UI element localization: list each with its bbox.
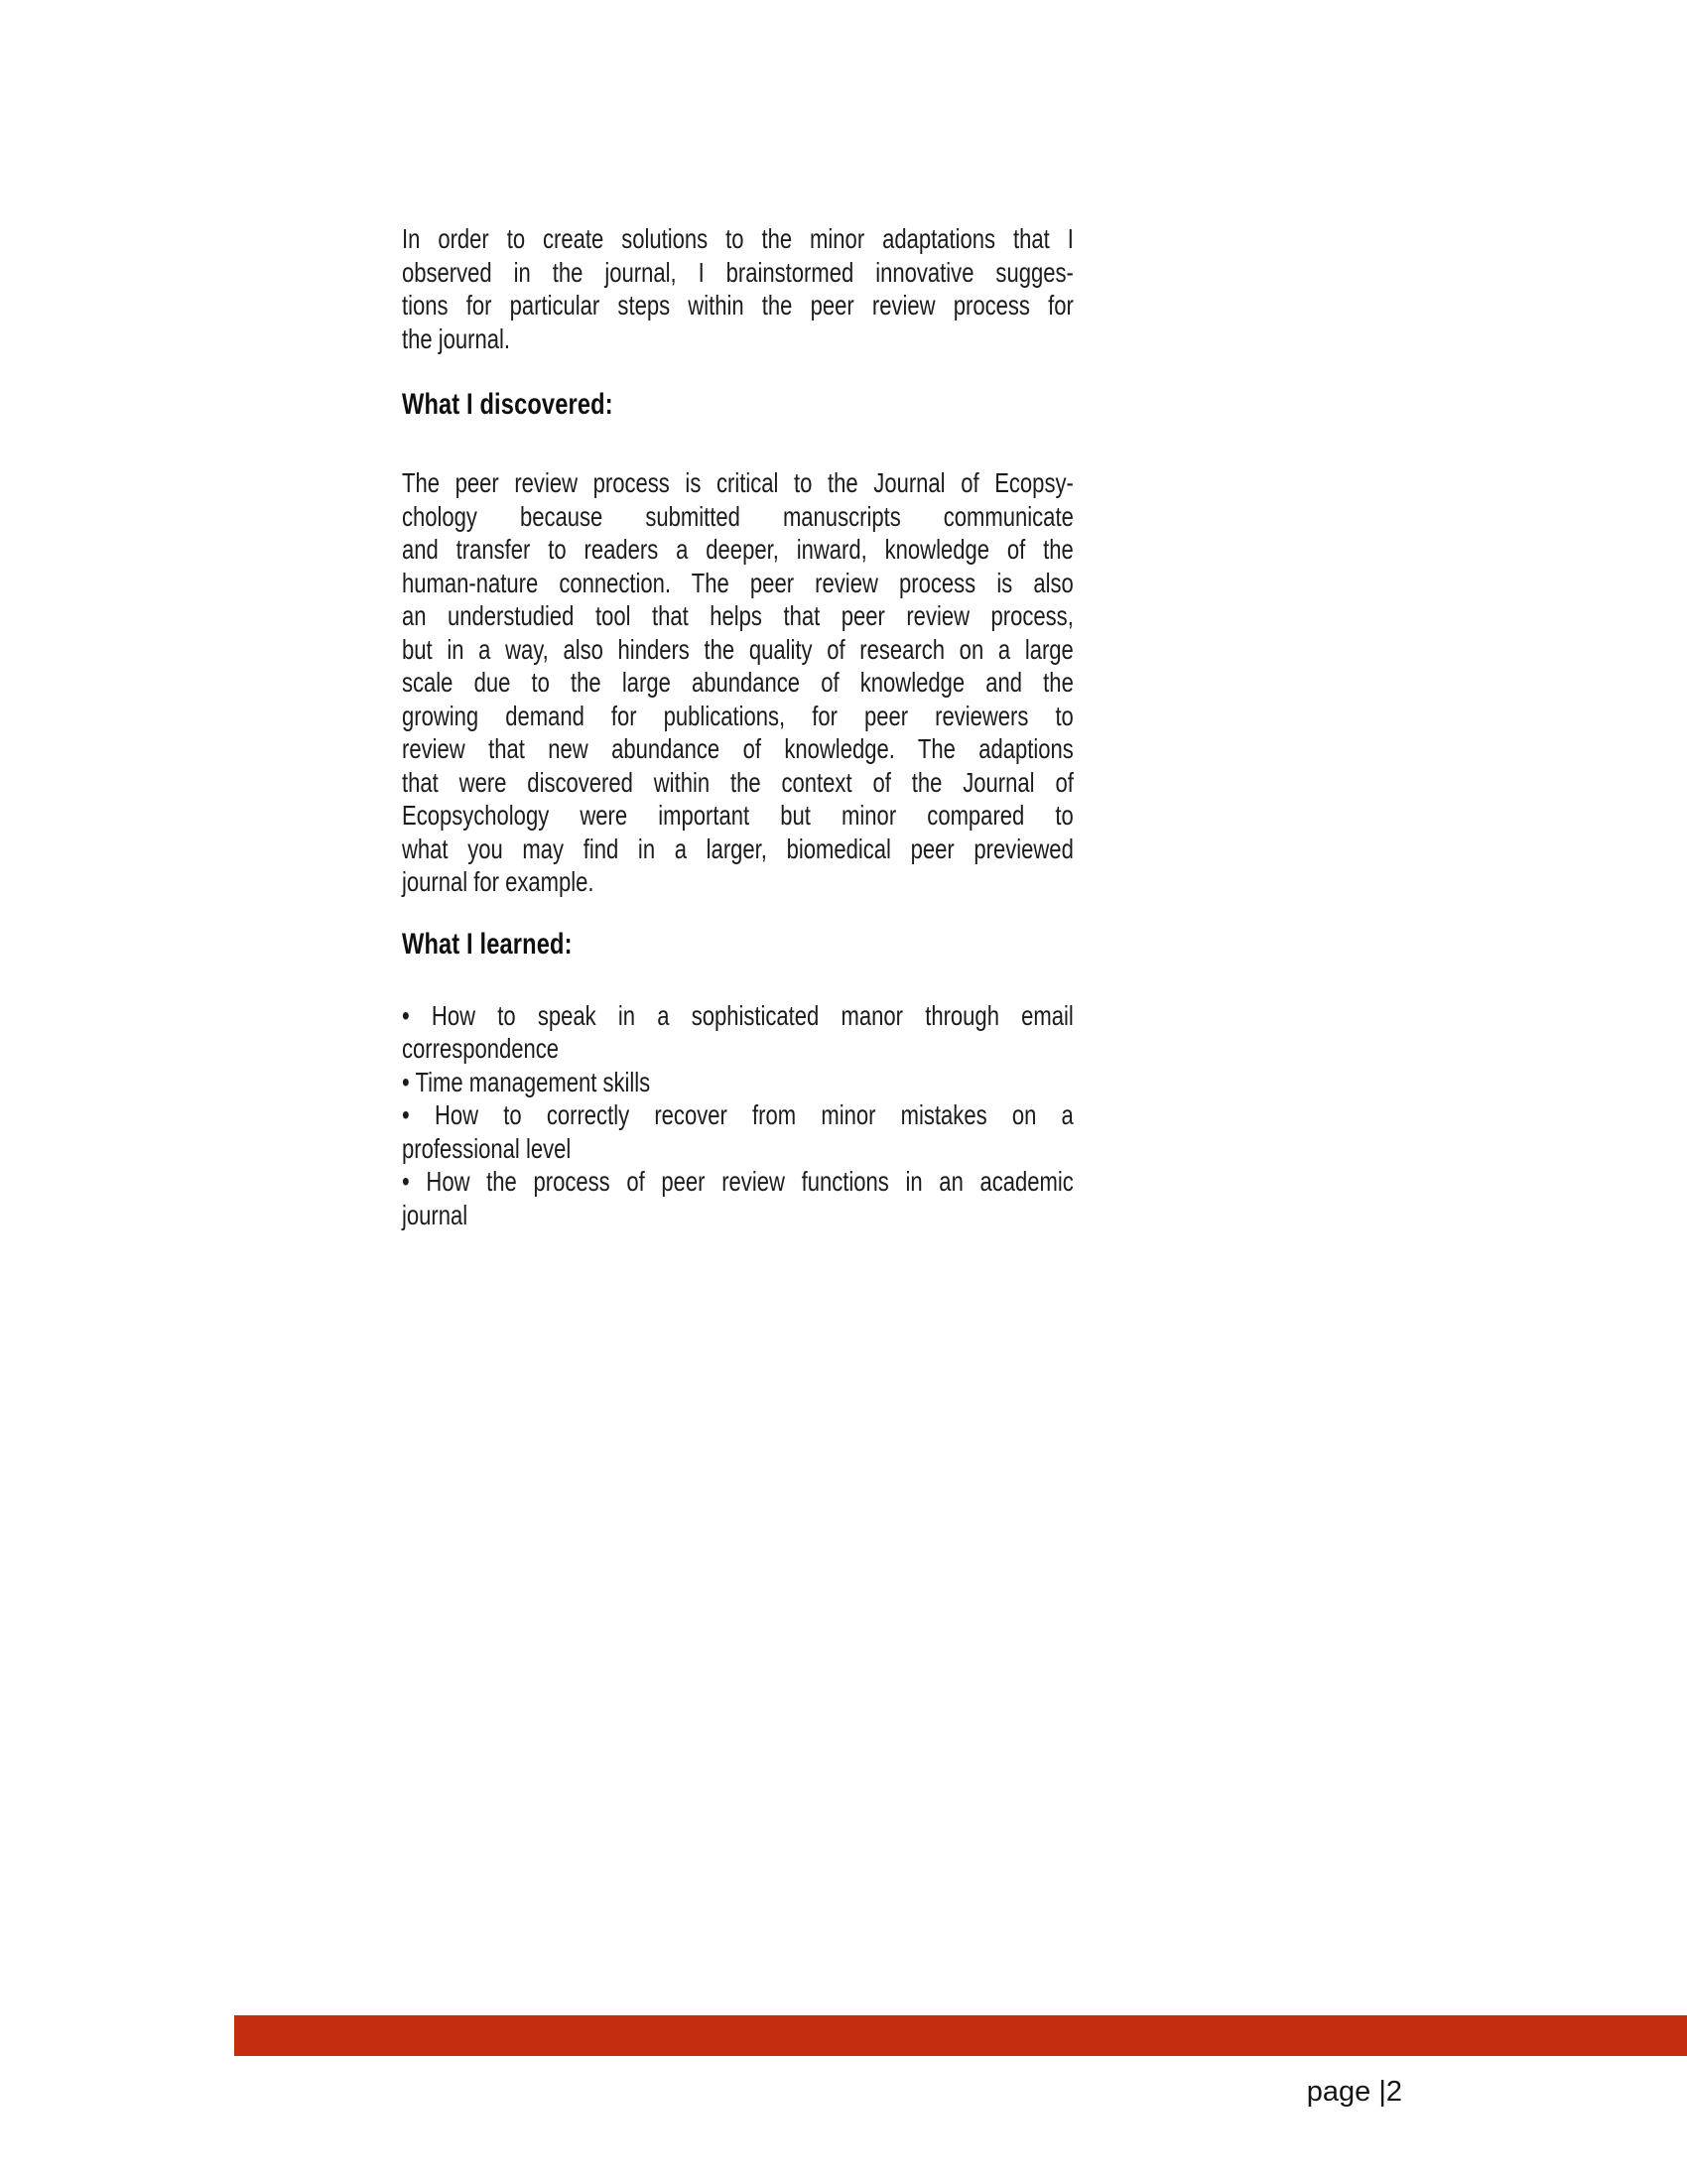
- text-line: • Time management skills: [402, 1066, 651, 1097]
- text-line: what you may find in a larger, biomedical peer previewed: [402, 833, 1074, 864]
- text-line: growing demand for publications, for peer reviewers to: [402, 700, 1074, 731]
- learned-list: [402, 999, 1074, 1232]
- text-line: professional level: [402, 1132, 572, 1164]
- text-line: that were discovered within the context of the Journal of: [402, 766, 1074, 798]
- intro-paragraph: [402, 222, 1074, 355]
- text-line: • How to speak in a sophisticated manor through email: [402, 999, 1074, 1031]
- list-item: [402, 999, 1074, 1066]
- text-line: and transfer to readers a deeper, inward, knowledge of the: [402, 534, 1074, 565]
- page-number: page |2: [1306, 2076, 1402, 2108]
- text-line: correspondence: [402, 1033, 560, 1064]
- text-line: Ecopsychology were important but minor compared to: [402, 800, 1074, 831]
- text-line: but in a way, also hinders the quality of research on a large: [402, 633, 1074, 665]
- text-line: In order to create solutions to the minor adaptations that I: [402, 223, 1074, 254]
- heading-what-i-learned: What I learned:: [402, 927, 573, 961]
- text-line: The peer review process is critical to the Journal of Ecopsy-: [402, 467, 1074, 498]
- list-item: [402, 1098, 1074, 1165]
- text-line: chology because submitted manuscripts communicate: [402, 500, 1074, 532]
- footer-accent-bar: [234, 2015, 1687, 2056]
- text-line: scale due to the large abundance of knowledge and the: [402, 667, 1074, 698]
- text-line: review that new abundance of knowledge. The adaptions: [402, 733, 1074, 764]
- discovered-paragraph: [402, 466, 1074, 899]
- heading-what-i-discovered: What I discovered:: [402, 388, 613, 421]
- text-line: observed in the journal, I brainstormed innovative sugges-: [402, 256, 1074, 288]
- text-line: • How the process of peer review functions in an academic: [402, 1166, 1074, 1197]
- text-line: the journal.: [402, 322, 511, 354]
- text-line: journal: [402, 1199, 468, 1230]
- text-line: journal for example.: [402, 866, 594, 897]
- text-line: an understudied tool that helps that peer review process,: [402, 600, 1074, 631]
- text-column: [402, 222, 1074, 1231]
- list-item: [402, 1066, 1074, 1099]
- text-line: • How to correctly recover from minor mistakes on a: [402, 1099, 1074, 1130]
- list-item: [402, 1165, 1074, 1231]
- text-line: human-nature connection. The peer review process is also: [402, 567, 1074, 598]
- text-line: tions for particular steps within the peer review process for: [402, 290, 1074, 321]
